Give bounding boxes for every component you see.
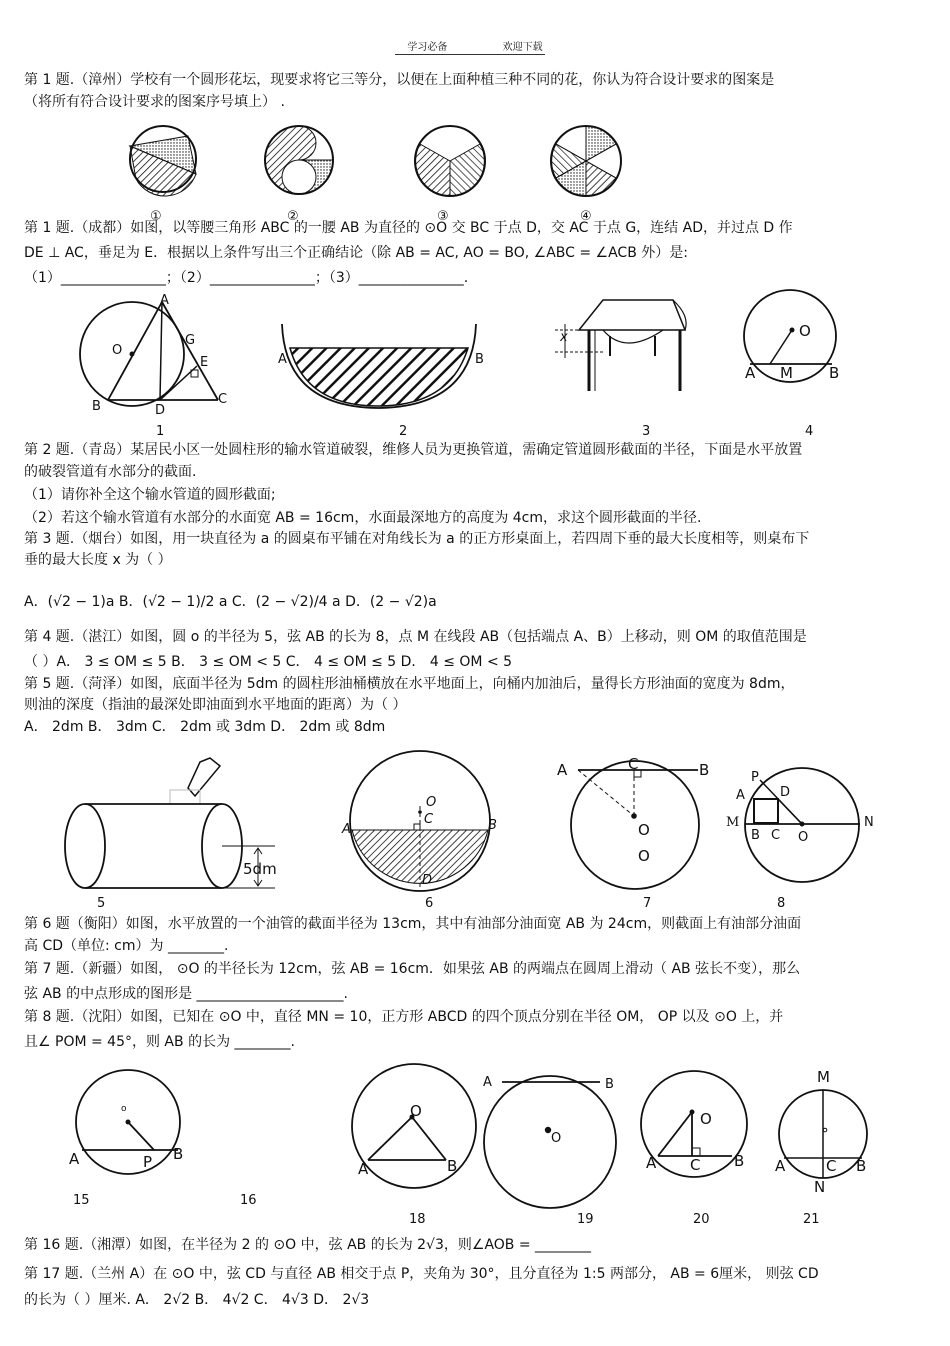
q15-label-A: A xyxy=(69,1150,80,1168)
q19-label-O: O xyxy=(700,1110,712,1128)
header-left: 学习必备 xyxy=(407,42,448,53)
q3-line2: 垂的最大长度 x 为（ ） xyxy=(24,552,172,568)
fig6-label-A: A xyxy=(342,822,351,837)
label-B: B xyxy=(92,399,101,414)
q7-line1: 第 7 题.（新疆）如图， ⊙O 的半径长为 12cm，弦 AB = 16cm．如果弦 AB 的两端点在圆周上滑动（ AB 弦长不变），那么 xyxy=(24,961,801,977)
flower-bed-figure-4 xyxy=(549,124,623,198)
q19-label-A: A xyxy=(646,1154,657,1172)
fig4-label-A: A xyxy=(745,364,756,382)
fig6-label-C: C xyxy=(424,812,434,827)
q3-options: A．(√2 − 1)a B．(√2 − 1)/2 a C．(2 − √2)/4 a D．(2 − √2)a xyxy=(24,594,437,610)
row4-num-18: 18 xyxy=(409,1212,426,1227)
q5-line2: 则油的深度（指油的最深处即油面到水平地面的距离）为（ ） xyxy=(24,697,407,713)
q8-line2: 且∠ POM = 45°，则 AB 的长为 ________. xyxy=(24,1034,295,1050)
fig8-label-O: O xyxy=(798,830,809,845)
q15-label-B: B xyxy=(173,1145,184,1163)
q2-part1: （1）请你补全这个输水管道的圆形截面; xyxy=(24,487,276,503)
q21-label-A: A xyxy=(775,1157,786,1175)
fig8-label-D: D xyxy=(780,785,791,800)
q21-circle-diameter-diagram xyxy=(778,1080,868,1190)
q16-label-B: B xyxy=(447,1157,458,1175)
q6-line2: 高 CD（单位: cm）为 ________. xyxy=(24,938,229,954)
q19-label-C: C xyxy=(690,1156,701,1174)
oil-pipe-section-diagram xyxy=(345,746,495,896)
q1b-line2: DE ⊥ AC，垂足为 E．根据以上条件写出三个正确结论（除 AB = AC, AO = BO, ∠ABC = ∠ACB 外）是: xyxy=(24,245,688,261)
fig6-label-B: B xyxy=(488,818,497,833)
q16-label-O: O xyxy=(410,1102,422,1120)
q16-line: 第 16 题.（湘潭）如图，在半径为 2 的 ⊙O 中，弦 AB 的长为 2√3，则∠AOB = ________ xyxy=(24,1237,592,1253)
q21-label-N: N xyxy=(814,1178,826,1196)
fig4-label-M: M xyxy=(780,364,793,382)
label-G: G xyxy=(185,333,196,348)
label-E: E xyxy=(200,355,209,370)
row3-num-6: 6 xyxy=(425,896,434,911)
fig8-label-A: A xyxy=(736,788,745,803)
fig7-label-B: B xyxy=(699,761,710,779)
barrel-radius-label: 5dm xyxy=(243,860,277,878)
fig-num-2: ② xyxy=(287,209,299,224)
fig7-label-C: C xyxy=(628,755,639,773)
row4-num-20: 20 xyxy=(693,1212,710,1227)
tablecloth-label-x: x xyxy=(560,330,568,345)
q1-line1: 第 1 题.（漳州）学校有一个圆形花坛，现要求将它三等分，以便在上面种植三种不同的花，你认为符合设计要求的图案是 xyxy=(24,72,775,88)
q3-line1: 第 3 题.（烟台）如图，用一块直径为 a 的圆桌布平铺在对角线长为 a 的正方形桌面上，若四周下垂的最大长度相等，则桌布下 xyxy=(24,531,810,547)
flower-bed-figure-1 xyxy=(128,124,198,194)
q18-label-B: B xyxy=(605,1077,614,1092)
chord-midpoint-circle-diagram xyxy=(560,760,710,892)
q4-line1: 第 4 题.（湛江）如图，圆 o 的半径为 5，弦 AB 的长为 8，点 M 在线段 AB（包括端点 A、B）上移动，则 OM 的取值范围是 xyxy=(24,629,807,645)
q21-label-C: C xyxy=(826,1157,837,1175)
flower-bed-figure-3 xyxy=(413,124,487,198)
isosceles-triangle-circle-diagram xyxy=(80,300,240,415)
q21-label-M: M xyxy=(817,1068,830,1086)
q17-line1: 第 17 题.（兰州 A）在 ⊙O 中，弦 CD 与直径 AB 相交于点 P，夹角为 30°，且分直径为 1:5 两部分， AB = 6厘米， 则弦 CD xyxy=(24,1266,819,1282)
q2-line1: 第 2 题.（青岛）某居民小区一处圆柱形的输水管道破裂，维修人员为更换管道，需确定管道圆形截面的半径，下面是水平放置 xyxy=(24,442,803,458)
q5-line1: 第 5 题.（菏泽）如图，底面半径为 5dm 的圆柱形油桶横放在水平地面上，向桶内加油后，量得长方形油面的宽度为 8dm， xyxy=(24,676,795,692)
row3-num-8: 8 xyxy=(777,896,786,911)
fig8-label-P: P xyxy=(751,770,759,785)
q1b-blanks: （1）_______________；（2）_______________；（3）_______________. xyxy=(24,270,469,286)
q1-line2: （将所有符合设计要求的图案序号填上） . xyxy=(24,94,285,110)
row4-num-15: 15 xyxy=(73,1193,90,1208)
fig-num-4: ④ xyxy=(580,209,592,224)
q21-label-B: B xyxy=(856,1157,867,1175)
label-D: D xyxy=(155,403,166,418)
fig8-label-C: C xyxy=(771,828,781,843)
row2-num-3: 3 xyxy=(642,424,651,439)
q16-label-A: A xyxy=(358,1160,369,1178)
header-rule xyxy=(395,54,545,55)
row2-num-1: 1 xyxy=(156,424,165,439)
row3-num-5: 5 xyxy=(97,896,106,911)
q15-label-o: o xyxy=(121,1104,127,1114)
pipe-label-A: A xyxy=(278,352,287,367)
q19-label-B: B xyxy=(734,1152,745,1170)
row4-num-19: 19 xyxy=(577,1212,594,1227)
q2-line2: 的破裂管道有水部分的截面. xyxy=(24,464,197,480)
fig8-label-M: M xyxy=(726,815,740,830)
row2-num-2: 2 xyxy=(399,424,408,439)
fig7-label-A: A xyxy=(557,761,568,779)
fig4-label-O: O xyxy=(799,322,811,340)
flower-bed-figure-2 xyxy=(263,124,335,196)
row2-num-4: 4 xyxy=(805,424,814,439)
broken-pipe-water-section xyxy=(280,322,480,412)
fig8-label-N: N xyxy=(864,815,874,830)
label-C: C xyxy=(218,392,228,407)
q18-label-O: O xyxy=(551,1131,562,1146)
fig8-label-B: B xyxy=(751,828,760,843)
q17-line2: 的长为（ ）厘米. A． 2√2 B． 4√2 C． 4√3 D． 2√3 xyxy=(24,1292,370,1308)
q6-line1: 第 6 题（衡阳）如图，水平放置的一个油管的截面半径为 13cm，其中有油部分油面宽 AB 为 24cm，则截面上有油部分油面 xyxy=(24,916,802,932)
q18-label-A: A xyxy=(483,1075,492,1090)
fig6-label-D: D xyxy=(422,873,433,888)
q16-circle-triangle-diagram xyxy=(350,1062,480,1192)
label-O: O xyxy=(112,343,123,358)
label-A: A xyxy=(160,293,169,308)
fig4-label-B: B xyxy=(829,364,840,382)
page-header xyxy=(0,38,950,53)
q4-options: （ ）A． 3 ≤ OM ≤ 5 B． 3 ≤ OM < 5 C． 4 ≤ OM ≤ 5 D． 4 ≤ OM < 5 xyxy=(24,654,513,670)
row3-num-7: 7 xyxy=(643,896,652,911)
row4-num-21: 21 xyxy=(803,1212,820,1227)
fig7-label-O: O xyxy=(638,821,650,839)
q2-part2: （2）若这个输水管道有水部分的水面宽 AB = 16cm，水面最深地方的高度为 4cm，求这个圆形截面的半径. xyxy=(24,510,702,526)
fig6-label-O: O xyxy=(426,795,437,810)
q5-options: A． 2dm B． 3dm C． 2dm 或 3dm D． 2dm 或 8dm xyxy=(24,719,386,735)
tablecloth-table-diagram xyxy=(555,296,695,396)
q1b-line1: 第 1 题.（成都）如图，以等腰三角形 ABC 的一腰 AB 为直径的 ⊙O 交 BC 于点 D，交 AC 于点 G，连结 AD，并过点 D 作 xyxy=(24,220,793,236)
q7-line2: 弦 AB 的中点形成的图形是 _____________________. xyxy=(24,986,348,1002)
header-right: 欢迎下载 xyxy=(502,42,543,53)
row4-num-16: 16 xyxy=(240,1193,257,1208)
fig-num-1: ① xyxy=(150,209,162,224)
fig-num-3: ③ xyxy=(437,209,449,224)
q8-line1: 第 8 题.（沈阳）如图，已知在 ⊙O 中，直径 MN = 10，正方形 ABCD 的四个顶点分别在半径 OM， OP 以及 ⊙O 上，并 xyxy=(24,1009,784,1025)
q15-label-P: P xyxy=(143,1153,153,1171)
fig7-label-O2: O xyxy=(638,847,650,865)
q15-circle-chord-diagram xyxy=(74,1068,184,1178)
pipe-label-B: B xyxy=(475,352,484,367)
